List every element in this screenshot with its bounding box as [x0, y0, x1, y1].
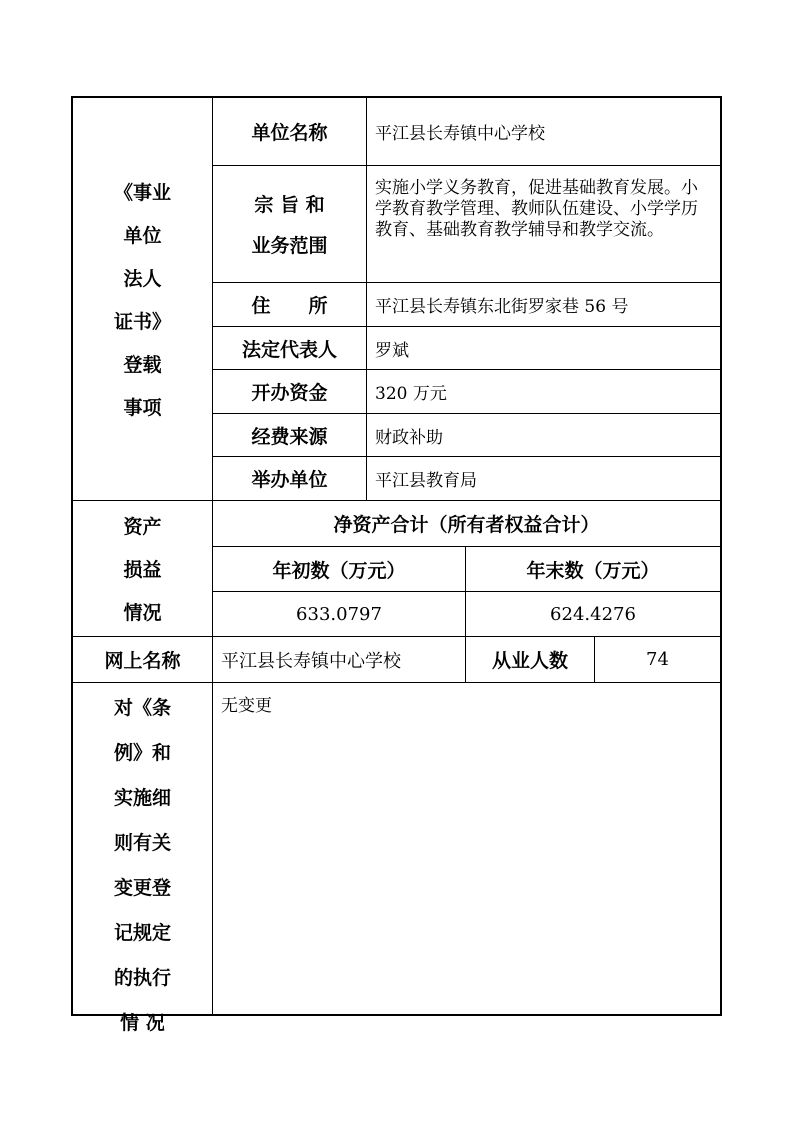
assets-section-label	[73, 501, 212, 636]
end-of-year-value: 624.4276	[550, 603, 636, 625]
regulations-value: 无变更	[221, 695, 272, 716]
label-line: 情 况	[120, 1012, 165, 1034]
label-line: 宗 旨 和	[254, 194, 325, 216]
purpose-scope-value: 实施小学义务教育，促进基础教育发展。小学教育教学管理、教师队伍建设、小学学历教育、基础教育教学辅导和教学交流。	[375, 178, 698, 240]
label-line: 单位	[123, 225, 162, 247]
staff-count-label: 从业人数	[491, 650, 568, 672]
regulations-section-label	[73, 683, 212, 1034]
online-name-label: 网上名称	[104, 650, 181, 672]
label-line: 资产	[123, 516, 162, 538]
label-line: 损益	[123, 559, 162, 581]
funding-source-value: 财政补助	[375, 427, 443, 448]
legal-rep-label: 法定代表人	[241, 338, 337, 361]
label-line: 情况	[123, 602, 162, 624]
funding-source-label: 经费来源	[251, 425, 328, 448]
registration-section-label	[73, 98, 212, 500]
label-line: 《事业	[113, 182, 171, 204]
label-line: 登载	[123, 354, 162, 376]
label-line: 业务范围	[251, 235, 328, 257]
label-line: 例》和	[113, 742, 171, 764]
legal-rep-value: 罗斌	[375, 340, 409, 361]
label-line: 法人	[123, 268, 162, 290]
label-line: 变更登	[113, 877, 171, 899]
label-line: 记规定	[113, 922, 171, 944]
label-line: 实施细	[113, 787, 171, 809]
label-line: 证书》	[113, 311, 171, 333]
net-assets-header: 净资产合计（所有者权益合计）	[333, 514, 600, 536]
capital-label: 开办资金	[251, 382, 328, 404]
begin-of-year-value: 633.0797	[296, 603, 382, 625]
label-line: 的执行	[113, 967, 171, 989]
sponsor-label: 举办单位	[251, 469, 328, 491]
label-line: 事项	[123, 397, 162, 419]
staff-count-value: 74	[646, 649, 669, 670]
end-of-year-header: 年末数（万元）	[526, 559, 660, 582]
capital-value: 320 万元	[375, 384, 447, 404]
online-name-value: 平江县长寿镇中心学校	[221, 650, 401, 672]
sponsor-value: 平江县教育局	[375, 471, 477, 491]
purpose-scope-label	[213, 166, 366, 282]
unit-name-label: 单位名称	[251, 122, 328, 144]
address-value: 平江县长寿镇东北街罗家巷 56 号	[375, 297, 629, 317]
label-line: 则有关	[113, 832, 171, 854]
label-line: 对《条	[113, 697, 171, 719]
begin-of-year-header: 年初数（万元）	[272, 559, 406, 582]
address-label: 住 所	[251, 295, 328, 317]
unit-name-value: 平江县长寿镇中心学校	[375, 124, 545, 144]
